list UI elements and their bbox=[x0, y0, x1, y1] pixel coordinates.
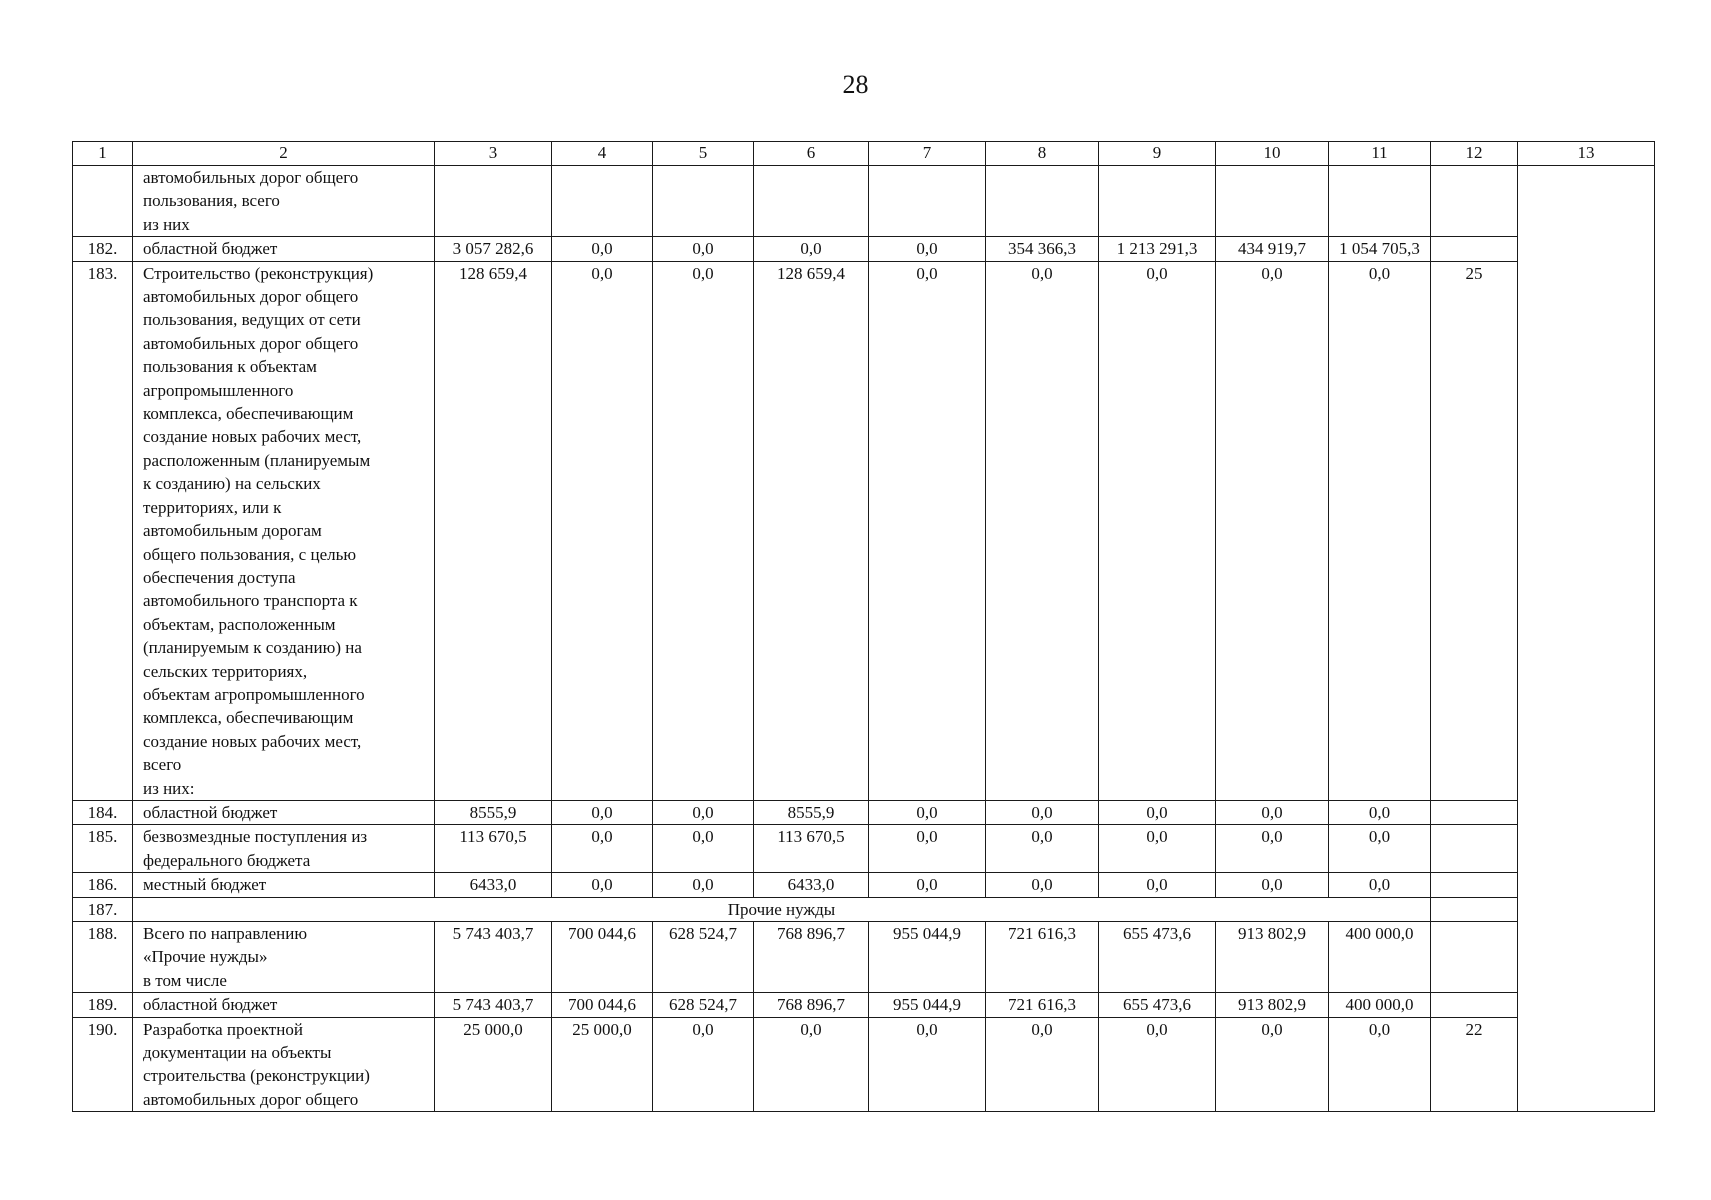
value-cell-col-11: 400 000,0 bbox=[1329, 993, 1431, 1017]
value-cell-col-8: 0,0 bbox=[986, 800, 1099, 824]
value-cell-col-3: 3 057 282,6 bbox=[435, 237, 552, 261]
value-cell-col-12 bbox=[1431, 237, 1518, 261]
value-cell-col-3: 5 743 403,7 bbox=[435, 993, 552, 1017]
value-cell-col-6: 0,0 bbox=[754, 237, 869, 261]
table-row bbox=[73, 800, 1655, 824]
value-cell-col-7: 955 044,9 bbox=[869, 993, 986, 1017]
value-cell-col-12: 25 bbox=[1431, 261, 1518, 800]
description-cell: областной бюджет bbox=[133, 993, 435, 1017]
value-cell-col-9: 0,0 bbox=[1099, 825, 1216, 873]
value-cell-col-9: 0,0 bbox=[1099, 1017, 1216, 1112]
column-header-4: 4 bbox=[552, 142, 653, 166]
description-cell: автомобильных дорог общего пользования, всего из них bbox=[133, 166, 435, 237]
value-cell-col-4: 0,0 bbox=[552, 261, 653, 800]
value-cell-col-12: 22 bbox=[1431, 1017, 1518, 1112]
value-cell-col-12 bbox=[1431, 800, 1518, 824]
value-cell-col-9 bbox=[1099, 166, 1216, 237]
value-cell-col-6: 768 896,7 bbox=[754, 922, 869, 993]
value-cell-col-10: 0,0 bbox=[1216, 800, 1329, 824]
value-cell-col-11: 0,0 bbox=[1329, 1017, 1431, 1112]
value-cell-col-10 bbox=[1216, 166, 1329, 237]
value-cell-col-3: 8555,9 bbox=[435, 800, 552, 824]
description-cell: безвозмездные поступления из федерального бюджета bbox=[133, 825, 435, 873]
value-cell-col-10: 913 802,9 bbox=[1216, 993, 1329, 1017]
value-cell-col-7: 0,0 bbox=[869, 1017, 986, 1112]
column-header-5: 5 bbox=[653, 142, 754, 166]
column-header-11: 11 bbox=[1329, 142, 1431, 166]
value-cell-col-9: 655 473,6 bbox=[1099, 922, 1216, 993]
description-cell: областной бюджет bbox=[133, 237, 435, 261]
row-number-cell: 189. bbox=[73, 993, 133, 1017]
value-cell-col-9: 655 473,6 bbox=[1099, 993, 1216, 1017]
value-cell-col-4: 0,0 bbox=[552, 800, 653, 824]
value-cell-col-7: 0,0 bbox=[869, 237, 986, 261]
column-header-12: 12 bbox=[1431, 142, 1518, 166]
value-cell-col-3: 128 659,4 bbox=[435, 261, 552, 800]
table-header-row bbox=[73, 142, 1655, 166]
value-cell-col-9: 0,0 bbox=[1099, 800, 1216, 824]
row-number-cell: 184. bbox=[73, 800, 133, 824]
column-header-1: 1 bbox=[73, 142, 133, 166]
value-cell-col-11: 0,0 bbox=[1329, 825, 1431, 873]
table-row bbox=[73, 825, 1655, 873]
table-row bbox=[73, 261, 1655, 800]
value-cell-col-8: 0,0 bbox=[986, 261, 1099, 800]
value-cell-col-10: 0,0 bbox=[1216, 1017, 1329, 1112]
budget-table bbox=[72, 141, 1655, 1112]
value-cell-col-7: 0,0 bbox=[869, 800, 986, 824]
value-cell-col-8: 354 366,3 bbox=[986, 237, 1099, 261]
column-header-6: 6 bbox=[754, 142, 869, 166]
value-cell-col-5: 0,0 bbox=[653, 800, 754, 824]
value-cell-col-4: 25 000,0 bbox=[552, 1017, 653, 1112]
value-cell-col-8: 721 616,3 bbox=[986, 922, 1099, 993]
value-cell-col-3 bbox=[435, 166, 552, 237]
table-row-continuation bbox=[73, 166, 1655, 237]
value-cell-col-12 bbox=[1431, 166, 1518, 237]
row-number-cell: 185. bbox=[73, 825, 133, 873]
column-header-13: 13 bbox=[1518, 142, 1655, 166]
value-cell-col-3: 113 670,5 bbox=[435, 825, 552, 873]
column-header-3: 3 bbox=[435, 142, 552, 166]
value-cell-col-11 bbox=[1329, 166, 1431, 237]
row-number-cell: 183. bbox=[73, 261, 133, 800]
value-cell-col-6: 0,0 bbox=[754, 1017, 869, 1112]
value-cell-col-5: 628 524,7 bbox=[653, 922, 754, 993]
value-cell-col-8: 721 616,3 bbox=[986, 993, 1099, 1017]
value-cell-col-7: 0,0 bbox=[869, 261, 986, 800]
table-row bbox=[73, 873, 1655, 897]
value-cell-col-8: 0,0 bbox=[986, 825, 1099, 873]
value-cell-col-6: 8555,9 bbox=[754, 800, 869, 824]
description-cell: Строительство (реконструкция) автомобильных дорог общего пользования, ведущих от сети автомобильных дорог общего пользования к объектам агропромышленного комплекса, обеспечивающим создание новых рабочих мест, расположенным (планируемым к созданию) на сельских территориях, или к автомобильным дорогам общего пользования, с целью обеспечения доступа автомобильного транспорта к объектам, расположенным (планируемым к созданию) на сельских территориях, объектам агропромышленного комплекса, обеспечивающим создание новых рабочих мест, всего из них: bbox=[133, 261, 435, 800]
value-cell-col-10: 0,0 bbox=[1216, 261, 1329, 800]
description-cell: областной бюджет bbox=[133, 800, 435, 824]
table-row bbox=[73, 922, 1655, 993]
value-cell-col-6: 128 659,4 bbox=[754, 261, 869, 800]
value-cell-col-3: 5 743 403,7 bbox=[435, 922, 552, 993]
row-number-cell: 188. bbox=[73, 922, 133, 993]
value-cell-col-11: 0,0 bbox=[1329, 873, 1431, 897]
table-row bbox=[73, 993, 1655, 1017]
row-number-cell: 187. bbox=[73, 897, 133, 921]
value-cell-col-8: 0,0 bbox=[986, 873, 1099, 897]
value-cell-col-10: 0,0 bbox=[1216, 825, 1329, 873]
section-title: Прочие нужды bbox=[133, 897, 1431, 921]
value-cell-col-6: 6433,0 bbox=[754, 873, 869, 897]
value-cell-col-7: 955 044,9 bbox=[869, 922, 986, 993]
column-header-7: 7 bbox=[869, 142, 986, 166]
row-number-cell: 186. bbox=[73, 873, 133, 897]
page-number: 28 bbox=[842, 70, 869, 99]
row-number-cell: 182. bbox=[73, 237, 133, 261]
value-cell-col-5: 0,0 bbox=[653, 825, 754, 873]
value-cell-col-12 bbox=[1431, 993, 1518, 1017]
column-header-8: 8 bbox=[986, 142, 1099, 166]
value-cell-col-3: 25 000,0 bbox=[435, 1017, 552, 1112]
value-cell-col-5: 628 524,7 bbox=[653, 993, 754, 1017]
table-row bbox=[73, 237, 1655, 261]
value-cell-col-9: 1 213 291,3 bbox=[1099, 237, 1216, 261]
value-cell-col-4 bbox=[552, 166, 653, 237]
value-cell-col-5 bbox=[653, 166, 754, 237]
row-number-cell bbox=[73, 166, 133, 237]
value-cell-col-6: 768 896,7 bbox=[754, 993, 869, 1017]
column-13-cell bbox=[1518, 166, 1655, 1112]
value-cell-col-4: 700 044,6 bbox=[552, 922, 653, 993]
row-number-cell: 190. bbox=[73, 1017, 133, 1112]
value-cell-col-4: 700 044,6 bbox=[552, 993, 653, 1017]
value-cell-col-7: 0,0 bbox=[869, 873, 986, 897]
description-cell: Всего по направлению «Прочие нужды» в том числе bbox=[133, 922, 435, 993]
section-row bbox=[73, 897, 1655, 921]
value-cell-col-4: 0,0 bbox=[552, 873, 653, 897]
value-cell-col-8 bbox=[986, 166, 1099, 237]
value-cell-col-5: 0,0 bbox=[653, 237, 754, 261]
value-cell-col-11: 0,0 bbox=[1329, 800, 1431, 824]
description-cell: местный бюджет bbox=[133, 873, 435, 897]
value-cell-col-11: 1 054 705,3 bbox=[1329, 237, 1431, 261]
description-cell: Разработка проектной документации на объекты строительства (реконструкции) автомобильных дорог общего bbox=[133, 1017, 435, 1112]
value-cell-col-5: 0,0 bbox=[653, 261, 754, 800]
table-row bbox=[73, 1017, 1655, 1112]
value-cell-col-11: 400 000,0 bbox=[1329, 922, 1431, 993]
column-header-10: 10 bbox=[1216, 142, 1329, 166]
column-header-2: 2 bbox=[133, 142, 435, 166]
value-cell-col-12 bbox=[1431, 825, 1518, 873]
column-header-9: 9 bbox=[1099, 142, 1216, 166]
value-cell-col-11: 0,0 bbox=[1329, 261, 1431, 800]
value-cell-col-10: 0,0 bbox=[1216, 873, 1329, 897]
value-cell-col-6 bbox=[754, 166, 869, 237]
value-cell-col-10: 913 802,9 bbox=[1216, 922, 1329, 993]
value-cell-col-6: 113 670,5 bbox=[754, 825, 869, 873]
value-cell-col-7 bbox=[869, 166, 986, 237]
value-cell-col-4: 0,0 bbox=[552, 825, 653, 873]
value-cell-col-5: 0,0 bbox=[653, 873, 754, 897]
value-cell-col-9: 0,0 bbox=[1099, 873, 1216, 897]
value-cell-col-3: 6433,0 bbox=[435, 873, 552, 897]
value-cell-col-12 bbox=[1431, 873, 1518, 897]
value-cell-col-10: 434 919,7 bbox=[1216, 237, 1329, 261]
value-cell-col-5: 0,0 bbox=[653, 1017, 754, 1112]
value-cell-col-7: 0,0 bbox=[869, 825, 986, 873]
value-cell-col-9: 0,0 bbox=[1099, 261, 1216, 800]
value-cell-col-8: 0,0 bbox=[986, 1017, 1099, 1112]
value-cell-col-12 bbox=[1431, 922, 1518, 993]
value-cell-col-4: 0,0 bbox=[552, 237, 653, 261]
